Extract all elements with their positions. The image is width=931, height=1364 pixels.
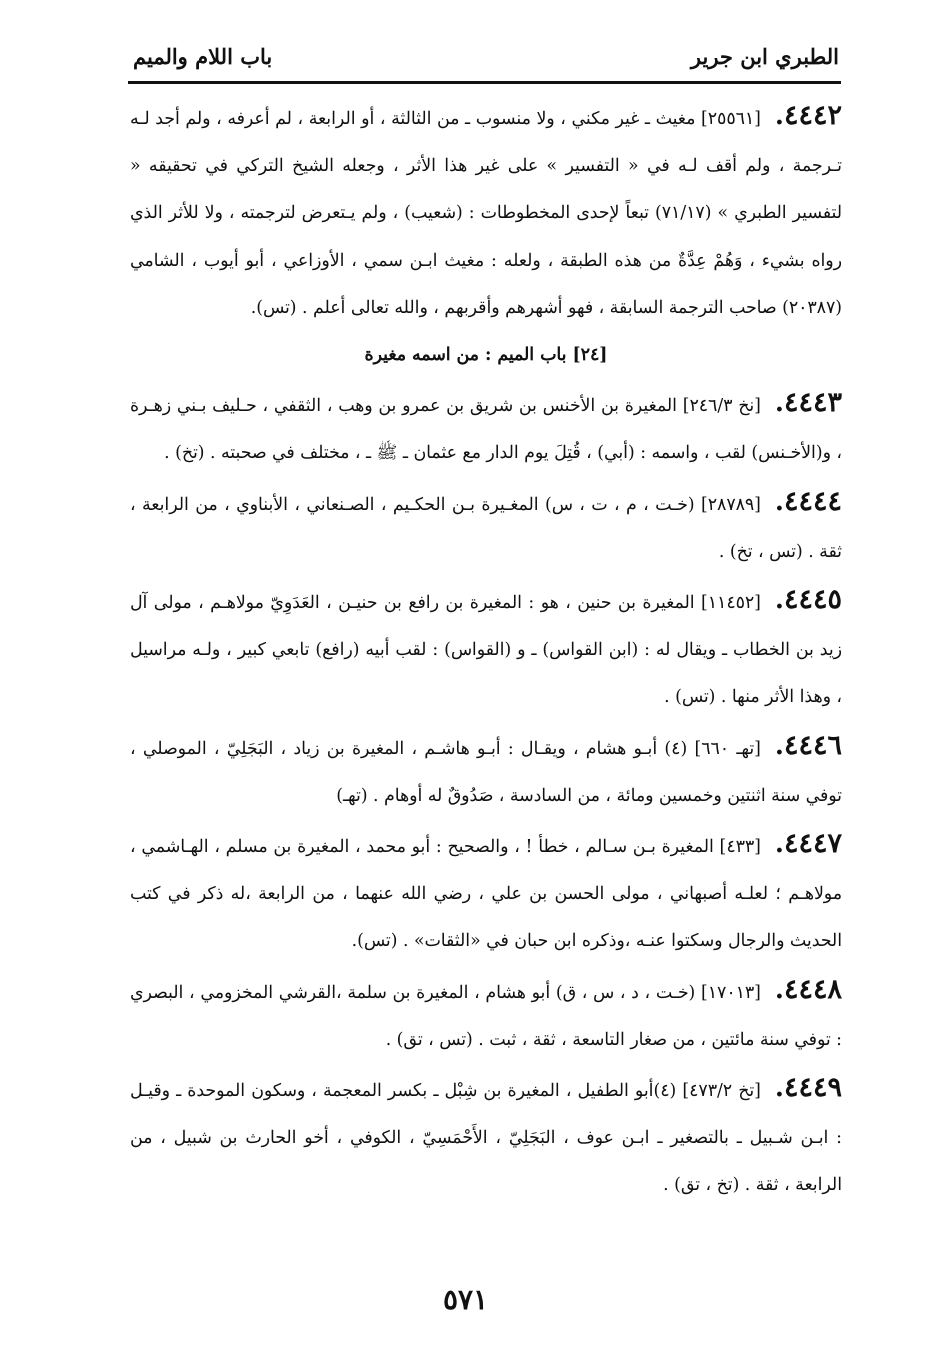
entry-number: ٤٤٤٧.	[774, 828, 842, 860]
section-heading: [٢٤] باب الميم : من اسمه مغيرة	[364, 345, 608, 366]
entry-number: ٤٤٤٢.	[774, 100, 842, 131]
entry-4442	[130, 92, 842, 332]
entry-text: [١٧٠١٣] (خـت ، د ، س ، ق) أبو هشام ، المغيرة بن سلمة ،القرشي المخزومي ، البصري : توفي سنة مائتين ، من صغار التاسعة ، ثقة ، ثبت . (تس ، تق) .	[130, 982, 842, 1050]
entry-text: [نخ ٢٤٦/٣] المغيرة بن الأخنس بن شريق بن عمرو بن وهب ، الثقفي ، حـليف بـني زهـرة ، و(الأخـنس) لقب ، واسمه : (أبي) ، قُتِلَ يوم الدار مع عثمان ـ ﷺ ـ ، مختلف في صحبته . (تخ) .	[130, 396, 842, 464]
entry-4447	[130, 820, 842, 966]
entry-4444	[130, 478, 842, 576]
entry-text: [٢٥٥٦١] مغيث ـ غير مكني ، ولا منسوب ـ من الثالثة ، أو الرابعة ، لم أعرفه ، ولم أجد لـه تـرجمة ، ولم أقف لـه في « التفسير » على غير هذا الأثر ، وجعله الشيخ التركي في تحقيقه « لتفسير الطبري » (٧١/١٧) تبعاً لإحدى المخطوطات : (شعيب) ، ولم يـتعرض لترجمته ، ولا للأثر الذي رواه بشيء ، وَهُمْ عِدَّةٌ من هذه الطبقة ، ولعله : مغيث ابـن سمي ، الأوزاعي ، أبو أيوب ، الشامي (٢٠٣٨٧) صاحب الترجمة السابقة ، فهو أشهرهم وأقربهم ، والله تعالى أعلم . (تس).	[130, 109, 843, 318]
entry-text: [١١٤٥٢] المغيرة بن حنين ، هو : المغيرة بن رافع بن حنيـن ، العَدَوِيّ مولاهـم ، مولى آل زيد بن الخطاب ـ ويقال له : (ابن القواس) ـ و (القواس) : لقب أبيه (رافع) تابعي كبير ، ولـه مراسيل ، وهذا الأثر منها . (تس) .	[130, 593, 842, 708]
entry-text: [٤٣٣] المغيرة بـن سـالم ، خطأ ! ، والصحيح : أبو محمد ، المغيرة بن مسلم ، الهـاشمي ، مولاهـم ؛ لعلـه أصبهاني ، مولى الحسن بن علي ، رضي الله عنهما ، من الرابعة ،له ذكر في كتب الحديث والرجال وسكتوا عنـه ،وذكره ابن حبان في «الثقات» . (تس).	[130, 837, 842, 952]
entry-number: ٤٤٤٨.	[774, 973, 842, 1005]
entry-4443	[130, 379, 842, 477]
entry-number: ٤٤٤٤.	[774, 485, 842, 517]
page-number: ٥٧١	[442, 1283, 489, 1316]
entry-4446	[130, 722, 842, 820]
entry-4445	[130, 576, 842, 722]
entry-number: ٤٤٤٩.	[774, 1072, 842, 1104]
entry-text: [تخ ٤٧٣/٢] (٤)أبو الطفيل ، المغيرة بن شِبْل ـ بكسر المعجمة ، وسكون الموحدة ـ وقيـل : ابـن شـبيل ـ بالتصغير ـ ابـن عوف ، البَجَلِيّ ، الأَحْمَسِيّ ، الكوفي ، أخو الحارث بن شبيل ، من الرابعة ، ثقة . (تخ ، تق) .	[130, 1081, 842, 1196]
entry-text: [٢٨٧٨٩] (خـت ، م ، ت ، س) المغـيرة بـن الحكـيم ، الصـنعاني ، الأبناوي ، من الرابعة ، ثقة . (تس ، تخ) .	[130, 494, 842, 562]
header-rule	[128, 81, 841, 84]
header-chapter-title: باب اللام والميم	[133, 43, 273, 69]
entry-number: ٤٤٤٥.	[774, 584, 842, 616]
entry-number: ٤٤٤٦.	[774, 729, 842, 761]
entry-4449	[130, 1064, 842, 1210]
running-header	[133, 36, 839, 76]
entry-text: [تهـ ٦٦٠] (٤) أبـو هشام ، ويقـال : أبـو هاشـم ، المغيرة بن زياد ، البَجَلِيّ ، الموصلي ، توفي سنة اثنتين وخمسين ومائة ، من السادسة ، صَدُوقٌ له أوهام . (تهـ)	[130, 738, 842, 806]
entry-4448	[130, 966, 842, 1064]
header-book-title: الطبري ابن جرير	[690, 43, 839, 69]
entry-number: ٤٤٤٣.	[774, 387, 842, 419]
page-body	[130, 92, 842, 1210]
